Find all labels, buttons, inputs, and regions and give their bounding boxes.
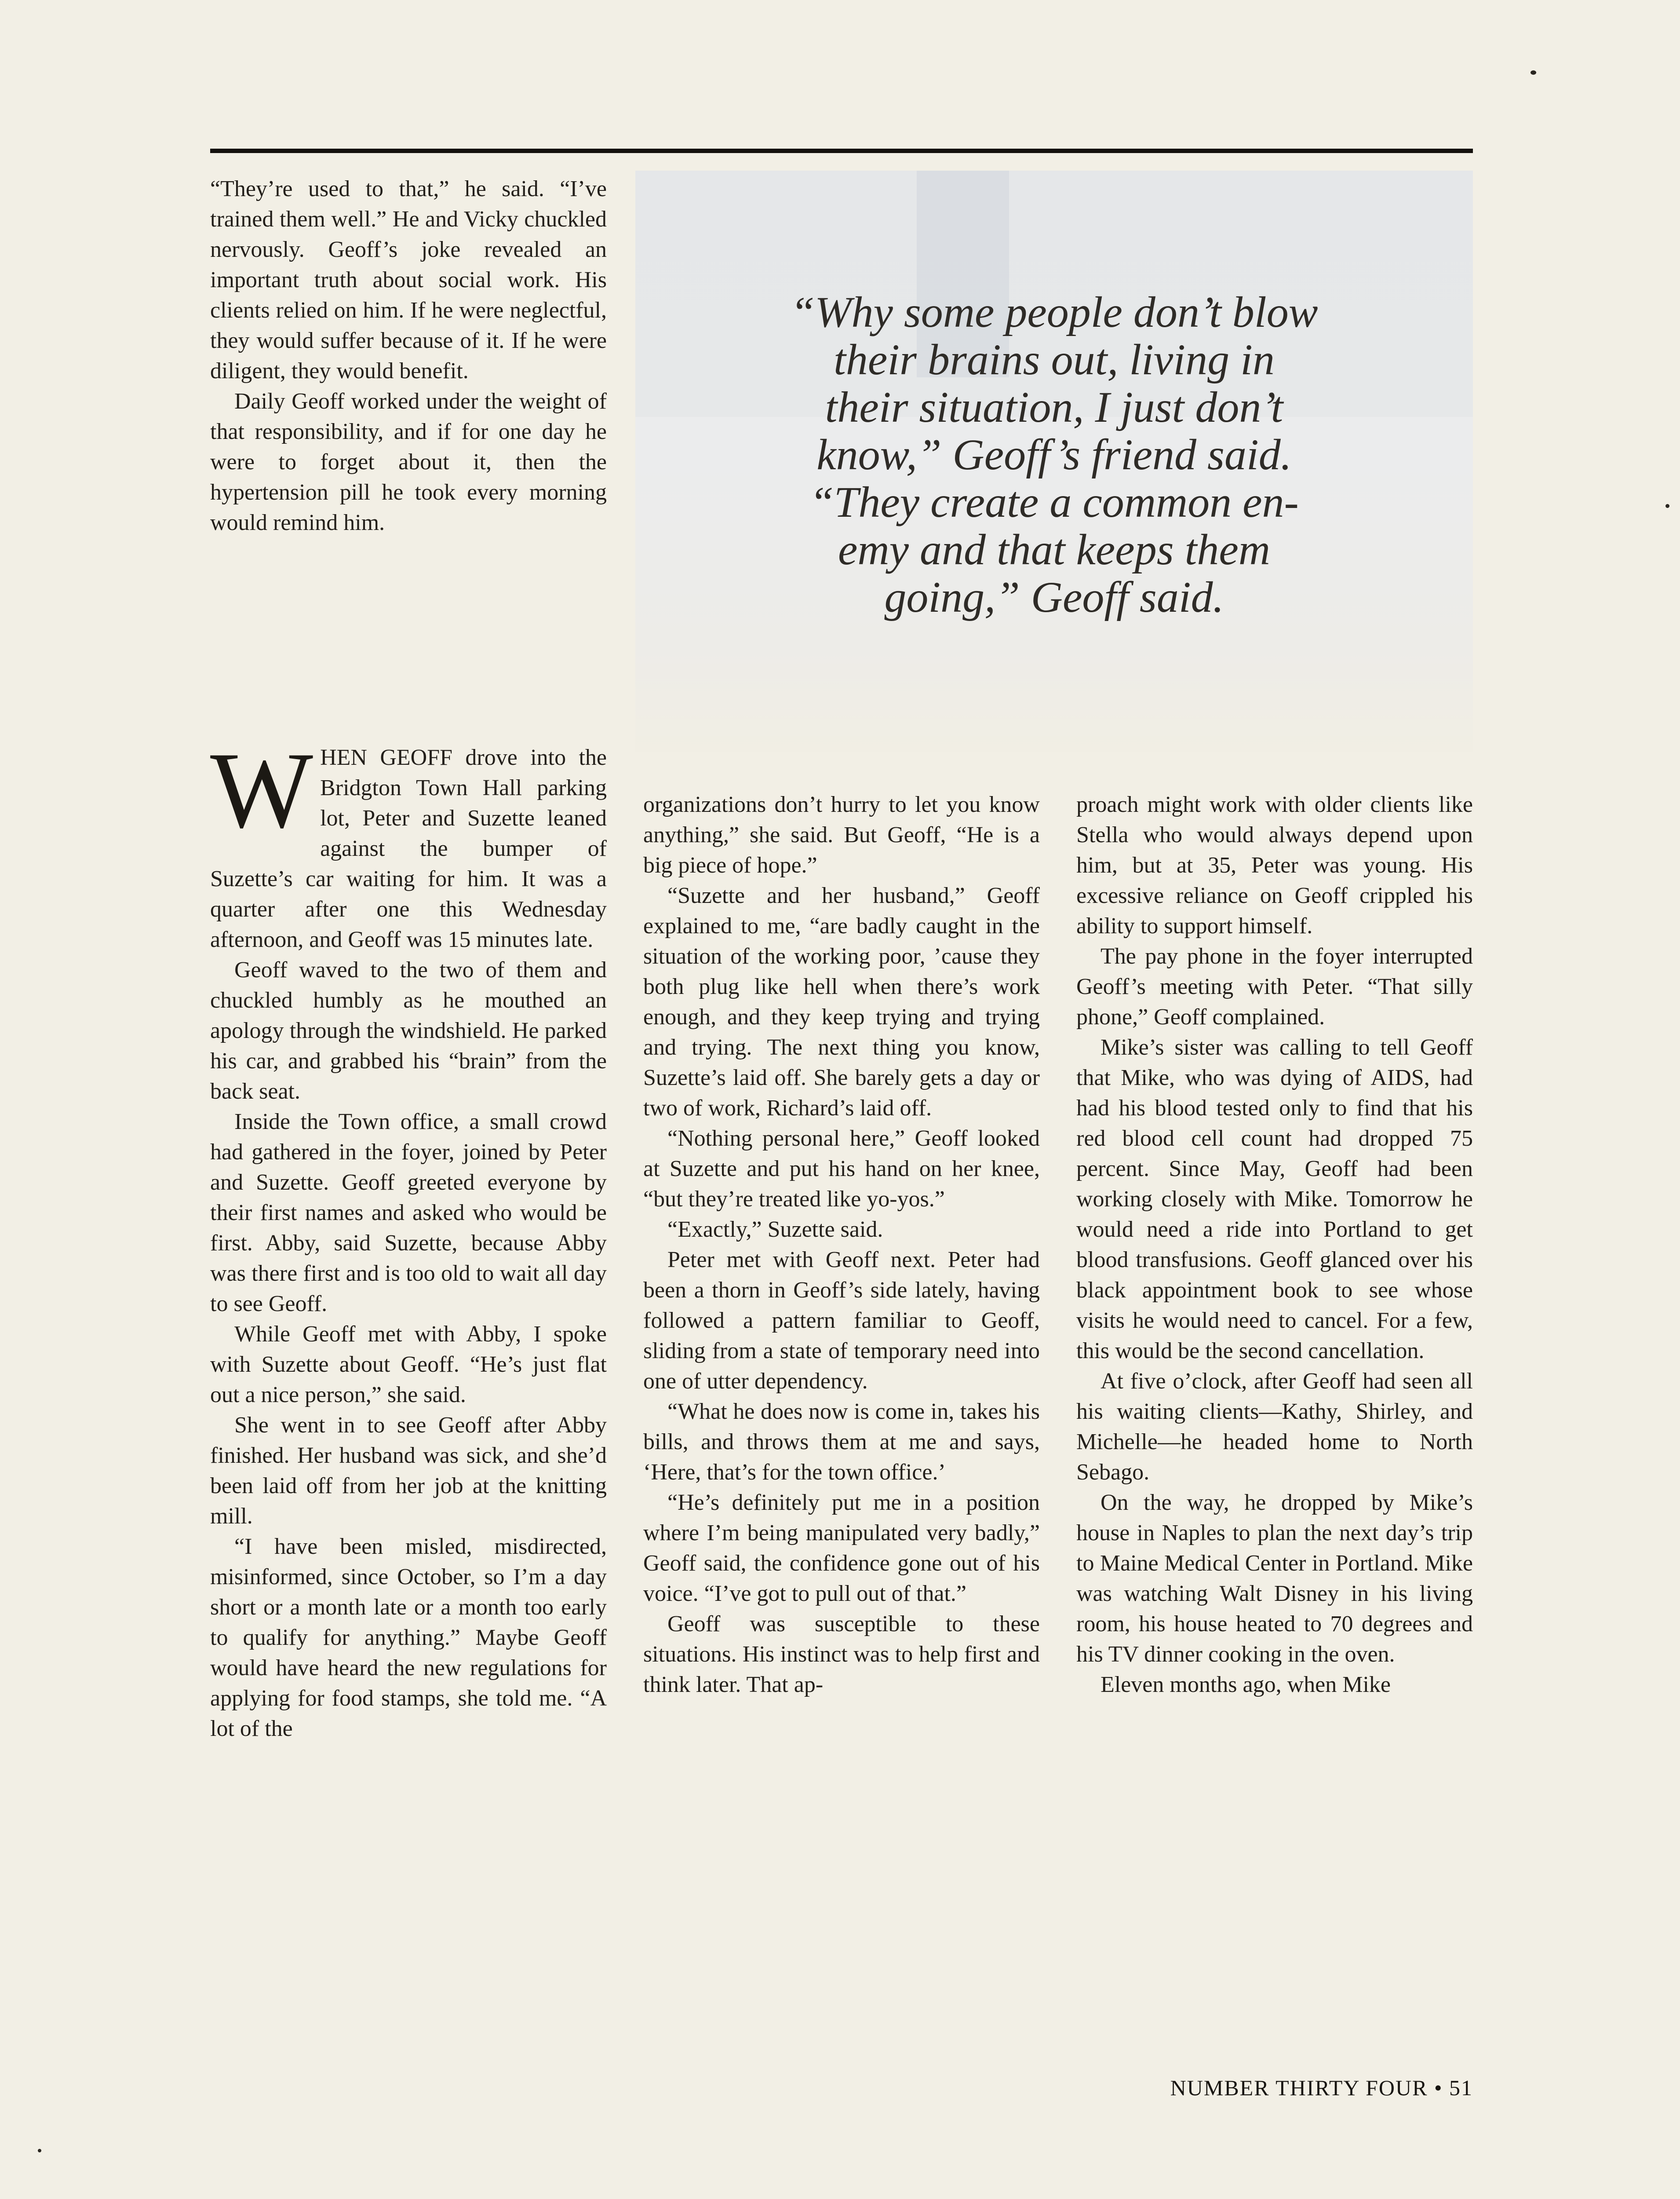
pull-quote-line: “They create a common en- [809, 478, 1299, 526]
paragraph: She went in to see Geoff after Abby finished. Her husband was sick, and she’d been laid off from her job at the knitting mill. [210, 1413, 607, 1529]
paragraph: Inside the Town office, a small crowd had gathered in the foyer, joined by Peter and Suzette. Geoff greeted everyone by their first names and asked who would be first. Abby, said Suzette, because Abby was there first and is too old to wait all day to see Geoff. [210, 1109, 607, 1316]
pull-quote-line: “Why some people don’t blow [790, 288, 1318, 336]
paragraph: “They’re used to that,” he said. “I’ve trained them well.” He and Vicky chuckled nervously. Geoff’s joke revealed an important truth about social work. His clients relied on him. If he were neglectful, they would suffer because of it. If he were diligent, they would benefit. [210, 176, 607, 384]
paragraph: “Suzette and her husband,” Geoff explained to me, “are badly caught in the situation of the working poor, ’cause they both plug like hell when there’s work enough, and they keep trying and trying and trying. The next thing you know, Suzette’s laid off. She barely gets a day or two of work, Richard’s laid off. [643, 883, 1040, 1121]
paragraph: “Nothing personal here,” Geoff looked at Suzette and put his hand on her knee, “but they’re treated like yo-yos.” [643, 1126, 1040, 1212]
column-1-top [210, 174, 607, 538]
scan-speck [38, 2149, 41, 2152]
page-footer: NUMBER THIRTY FOUR • 51 [1170, 2075, 1473, 2100]
paragraph: organizations don’t hurry to let you know anything,” she said. But Geoff, “He is a big piece of hope.” [643, 792, 1040, 878]
paragraph: “He’s definitely put me in a position where I’m being manipulated very badly,” Geoff said, the confidence gone out of his voice. “I’ve got to pull out of that.” [643, 1490, 1040, 1606]
column-2 [643, 789, 1040, 1700]
pull-quote-text [635, 171, 1473, 621]
paragraph: Eleven months ago, when Mike [1101, 1672, 1391, 1697]
paragraph: While Geoff met with Abby, I spoke with Suzette about Geoff. “He’s just flat out a nice person,” she said. [210, 1322, 607, 1407]
paragraph: Daily Geoff worked under the weight of that responsibility, and if for one day he were to forget about it, then the hypertension pill he took every morning would remind him. [210, 389, 607, 535]
pull-quote-line: know,” Geoff’s friend said. [816, 430, 1292, 479]
paragraph: proach might work with older clients like Stella who would always depend upon him, but at 35, Peter was young. His excessive reliance on Geoff crippled his ability to support himself. [1076, 792, 1473, 939]
paragraph: Geoff waved to the two of them and chuckled humbly as he mouthed an apology through the windshield. He parked his car, and grabbed his “brain” from the back seat. [210, 957, 607, 1104]
paragraph: Peter met with Geoff next. Peter had been a thorn in Geoff’s side lately, having followed a pattern familiar to Geoff, sliding from a state of temporary need into one of utter dependency. [643, 1247, 1040, 1394]
paragraph: “What he does now is come in, takes his bills, and throws them at me and says, ‘Here, that’s for the town office.’ [643, 1399, 1040, 1485]
paragraph: Geoff was susceptible to these situations. His instinct was to help first and think later. That ap- [643, 1611, 1040, 1697]
paragraph: “I have been misled, misdirected, misinformed, since October, so I’m a day short or a month late or a month too early to qualify for anything.” Maybe Geoff would have heard the new regulations for applying for food stamps, she told me. “A lot of the [210, 1534, 607, 1741]
column-3 [1076, 789, 1473, 1700]
top-rule [210, 149, 1473, 153]
column-1-rest [210, 955, 607, 1744]
pull-quote-line: their brains out, living in [834, 335, 1275, 384]
column-1-main [210, 730, 607, 1744]
scan-speck [1531, 70, 1536, 75]
lead-text: HEN GEOFF drove into the Bridgton Town Hall parking lot, Peter and Suzette leaned against the bumper of Suzette’s car waiting for him. It was a quarter after one this Wednesday afternoon, and Geoff was 15 minutes late. [210, 745, 607, 952]
scan-speck [1665, 504, 1669, 508]
drop-cap: W [210, 730, 313, 851]
paragraph: The pay phone in the foyer interrupted Geoff’s meeting with Peter. “That silly phone,” Geoff complained. [1076, 944, 1473, 1030]
pull-quote-block [635, 171, 1473, 752]
paragraph: On the way, he dropped by Mike’s house in Naples to plan the next day’s trip to Maine Medical Center in Portland. Mike was watching Walt Disney in his living room, his house heated to 70 degrees and his TV dinner cooking in the oven. [1076, 1490, 1473, 1667]
pull-quote-line: their situation, I just don’t [825, 383, 1283, 431]
paragraph: Mike’s sister was calling to tell Geoff that Mike, who was dying of AIDS, had had his blood tested only to find that his red blood cell count had dropped 75 percent. Since May, Geoff had been working closely with Mike. Tomorrow he would need a ride into Portland to get blood transfusions. Geoff glanced over his black appointment book to see whose visits he would need to cancel. For a few, this would be the second cancellation. [1076, 1035, 1473, 1363]
section-lead-paragraph [210, 730, 607, 955]
paragraph: “Exactly,” Suzette said. [667, 1217, 883, 1242]
pull-quote-line: going,” Geoff said. [884, 573, 1224, 621]
paragraph: At five o’clock, after Geoff had seen all his waiting clients—Kathy, Shirley, and Michelle—he headed home to North Sebago. [1076, 1369, 1473, 1485]
pull-quote-line: emy and that keeps them [838, 525, 1270, 574]
